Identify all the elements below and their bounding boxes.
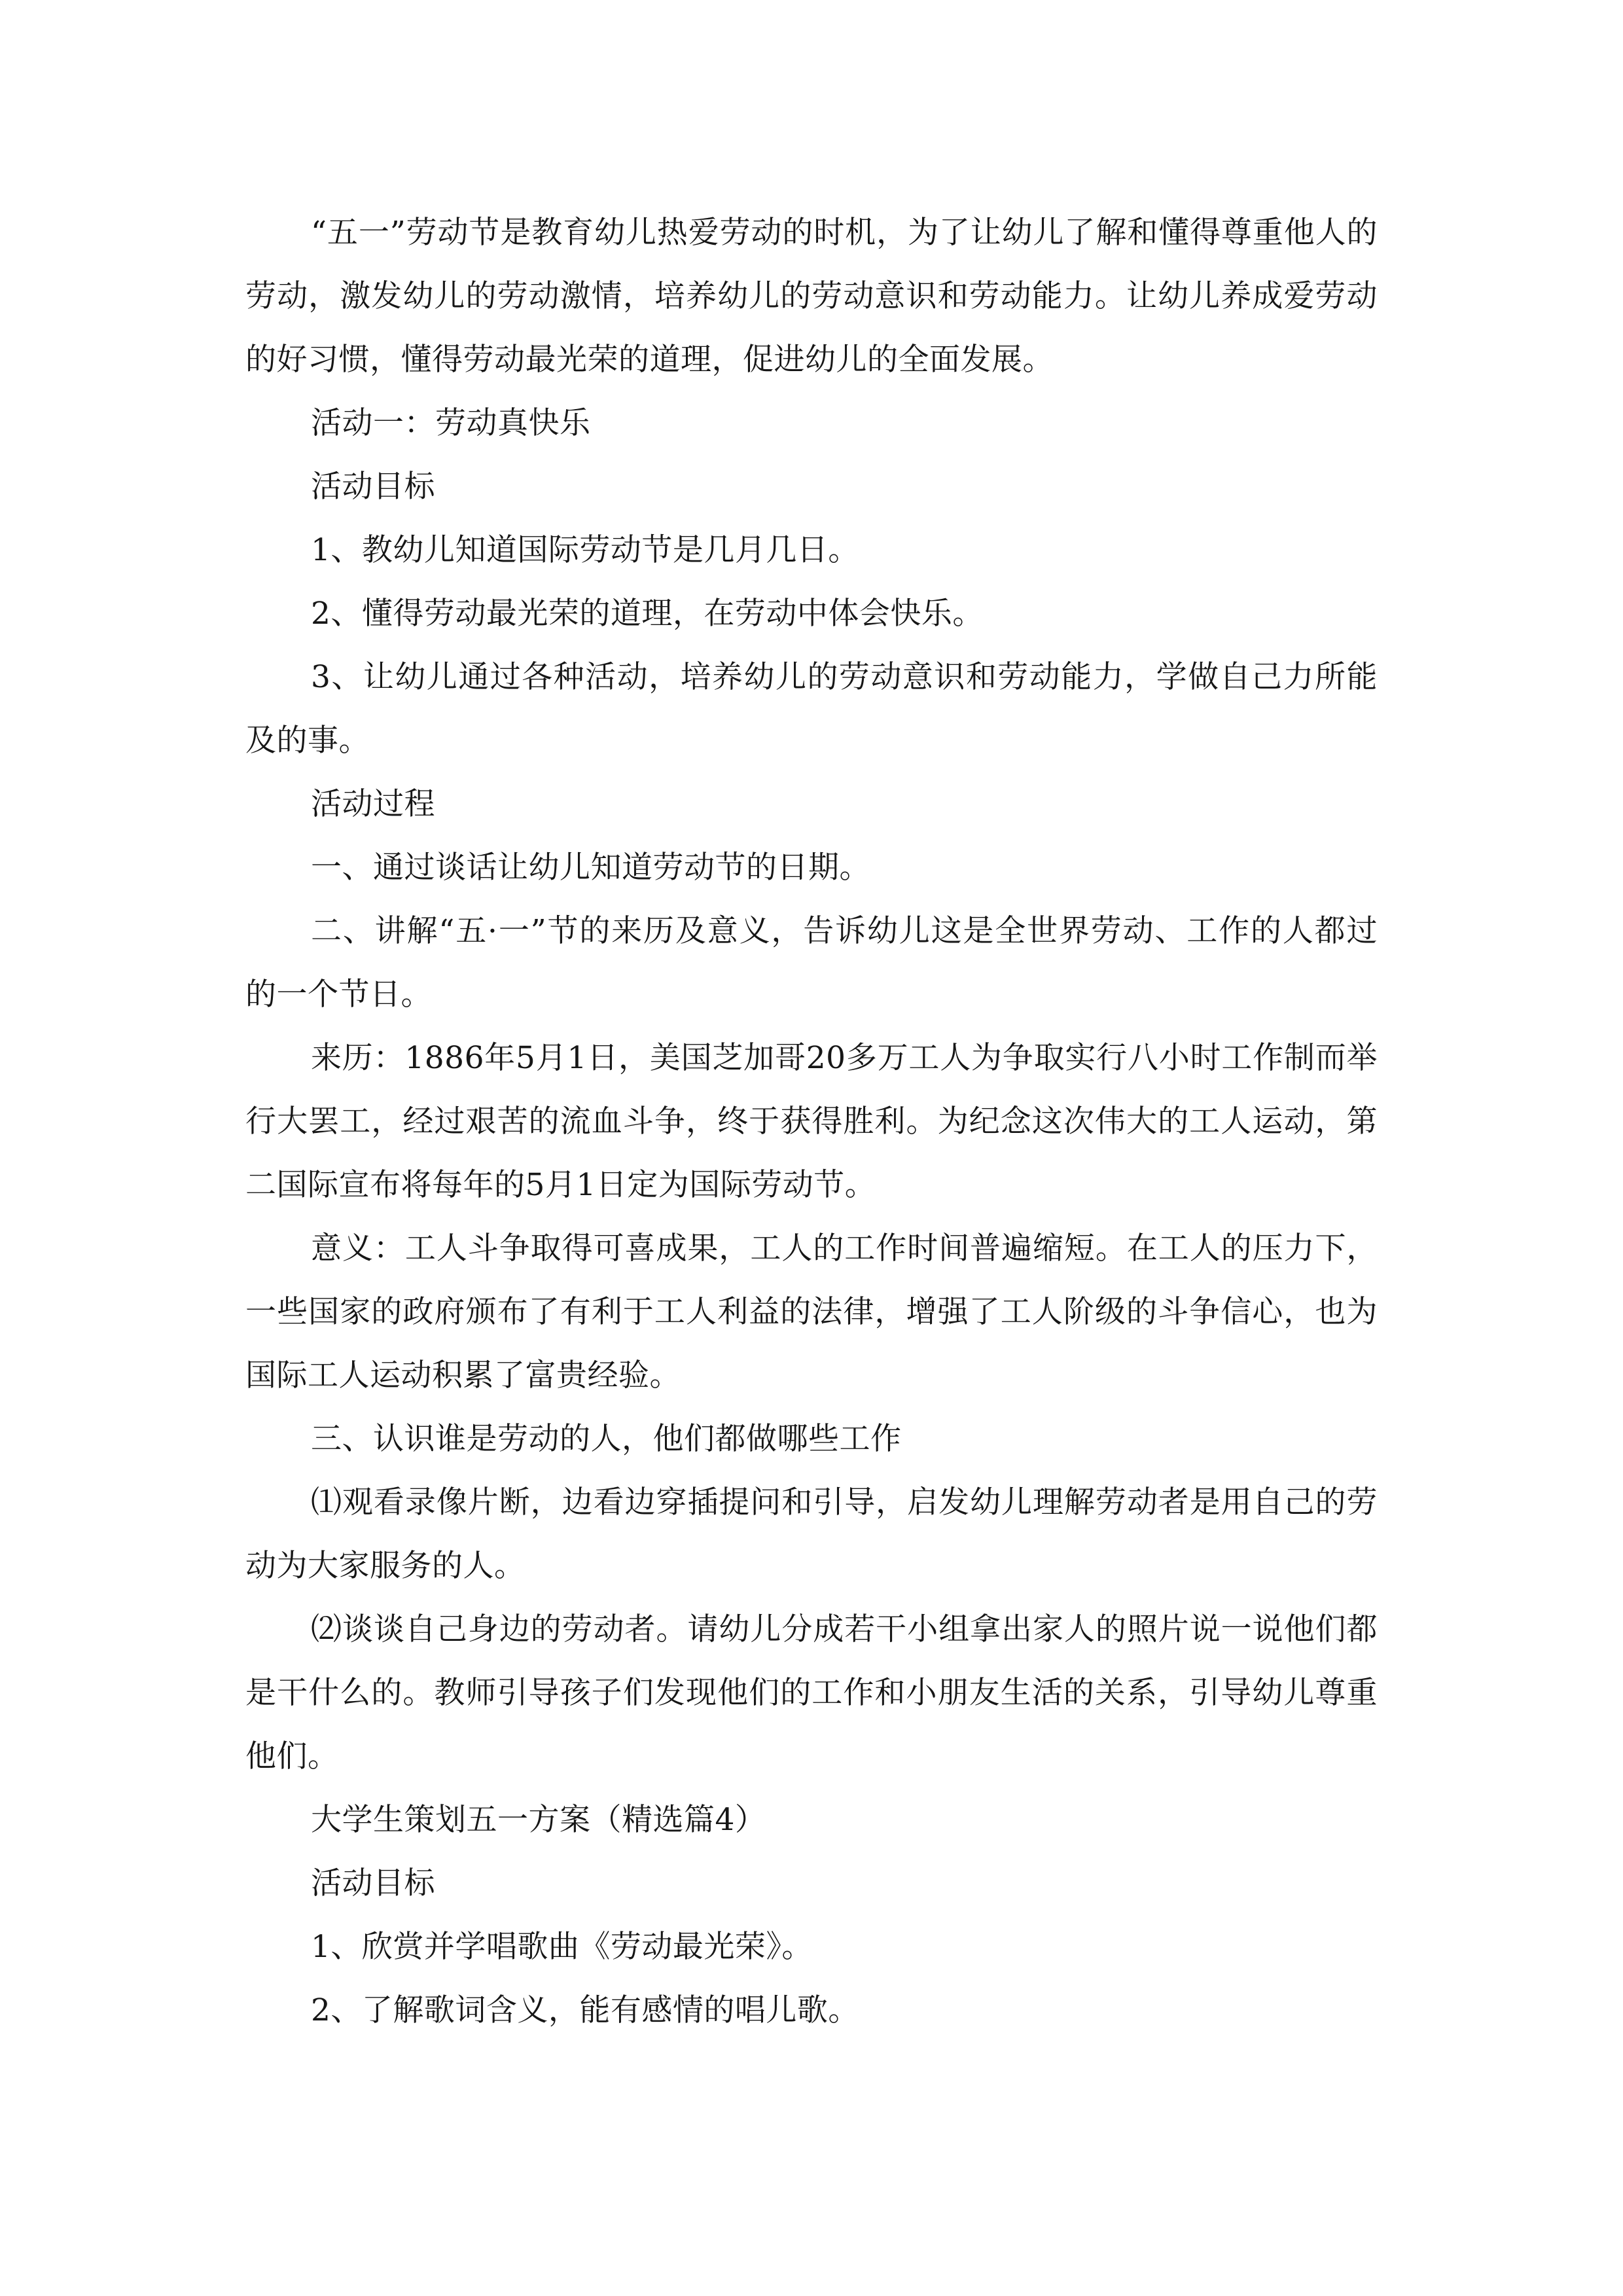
subsection-heading: 活动过程	[311, 786, 435, 822]
process-substep: ⑵谈谈自己身边的劳动者。请幼儿分成若干小组拿出家人的照片说一说他们都是干什么的。教师引导孩子们发现他们的工作和小朋友生活的关系，引导幼儿尊重他们。	[245, 1611, 1378, 1774]
goal-item: 2、懂得劳动最光荣的道理，在劳动中体会快乐。	[311, 596, 984, 632]
goal-item: 2、了解歌词含义，能有感情的唱儿歌。	[311, 1992, 859, 2028]
section-heading: 大学生策划五一方案（精选篇4）	[311, 1802, 766, 1838]
document-body	[245, 201, 1378, 2042]
subsection-heading: 活动目标	[311, 469, 435, 505]
subsection-heading: 活动目标	[311, 1865, 435, 1901]
process-step: 一、通过谈话让幼儿知道劳动节的日期。	[311, 850, 870, 886]
process-substep: ⑴观看录像片断，边看边穿插提问和引导，启发幼儿理解劳动者是用自己的劳动为大家服务的人。	[245, 1484, 1378, 1584]
body-paragraph: 来历：1886年5月1日，美国芝加哥20多万工人为争取实行八小时工作制而举行大罢工，经过艰苦的流血斗争，终于获得胜利。为纪念这次伟大的工人运动，第二国际宣布将每年的5月1日定为国际劳动节。	[245, 1040, 1378, 1203]
goal-item: 1、教幼儿知道国际劳动节是几月几日。	[311, 532, 859, 568]
process-step: 二、讲解“五·一”节的来历及意义，告诉幼儿这是全世界劳动、工作的人都过的一个节日。	[245, 913, 1378, 1013]
goal-item: 1、欣赏并学唱歌曲《劳动最光荣》。	[311, 1929, 813, 1965]
section-heading: 活动一：劳动真快乐	[311, 405, 591, 441]
intro-paragraph: “五一”劳动节是教育幼儿热爱劳动的时机，为了让幼儿了解和懂得尊重他人的劳动，激发幼儿的劳动激情，培养幼儿的劳动意识和劳动能力。让幼儿养成爱劳动的好习惯，懂得劳动最光荣的道理，促进幼儿的全面发展。	[245, 215, 1378, 378]
goal-item: 3、让幼儿通过各种活动，培养幼儿的劳动意识和劳动能力，学做自己力所能及的事。	[245, 659, 1378, 759]
body-paragraph: 意义：工人斗争取得可喜成果，工人的工作时间普遍缩短。在工人的压力下，一些国家的政府颁布了有利于工人利益的法律，增强了工人阶级的斗争信心，也为国际工人运动积累了富贵经验。	[245, 1230, 1378, 1393]
process-step: 三、认识谁是劳动的人，他们都做哪些工作	[311, 1421, 902, 1457]
